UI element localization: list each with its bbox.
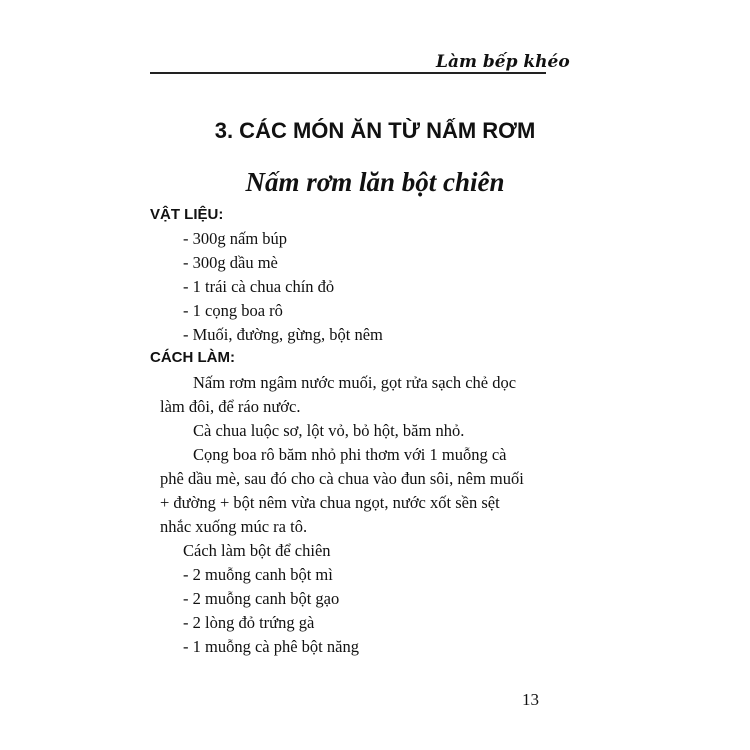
header-rule <box>150 72 546 74</box>
ingredient-item: - 1 cọng boa rô <box>183 301 283 320</box>
method-line: làm đôi, để ráo nước. <box>160 397 301 416</box>
method-line: - 2 lòng đỏ trứng gà <box>183 613 315 632</box>
method-line: Cách làm bột để chiên <box>183 541 331 560</box>
method-line: + đường + bột nêm vừa chua ngọt, nước xốt sền sệt <box>160 493 500 512</box>
method-line: Cà chua luộc sơ, lột vỏ, bỏ hột, băm nhỏ. <box>193 421 465 440</box>
ingredient-item: - 300g dầu mè <box>183 253 278 272</box>
method-line: Nấm rơm ngâm nước muối, gọt rửa sạch chẻ dọc <box>193 373 517 392</box>
section-title: 3. CÁC MÓN ĂN TỪ NẤM RƠM <box>214 118 536 143</box>
method-line: Cọng boa rô băm nhỏ phi thơm với 1 muỗng cà <box>193 445 507 464</box>
method-line: phê dầu mè, sau đó cho cà chua vào đun sôi, nêm muối <box>160 469 524 488</box>
page-number: 13 <box>522 690 539 709</box>
method-line: - 1 muỗng cà phê bột năng <box>183 637 359 656</box>
method-line: nhắc xuống múc ra tô. <box>160 517 308 536</box>
recipe-title: Nấm rơm lăn bột chiên <box>245 167 505 197</box>
ingredient-item: - 1 trái cà chua chín đỏ <box>183 277 335 296</box>
method-line: - 2 muỗng canh bột mì <box>183 565 333 584</box>
method-line: - 2 muỗng canh bột gạo <box>183 589 340 608</box>
ingredient-item: - Muối, đường, gừng, bột nêm <box>183 325 383 344</box>
ingredients-heading: VẬT LIỆU: <box>150 206 224 223</box>
running-header: Làm bếp khéo <box>436 52 570 72</box>
ingredient-item: - 300g nấm búp <box>183 229 288 248</box>
method-heading: CÁCH LÀM: <box>150 349 235 366</box>
